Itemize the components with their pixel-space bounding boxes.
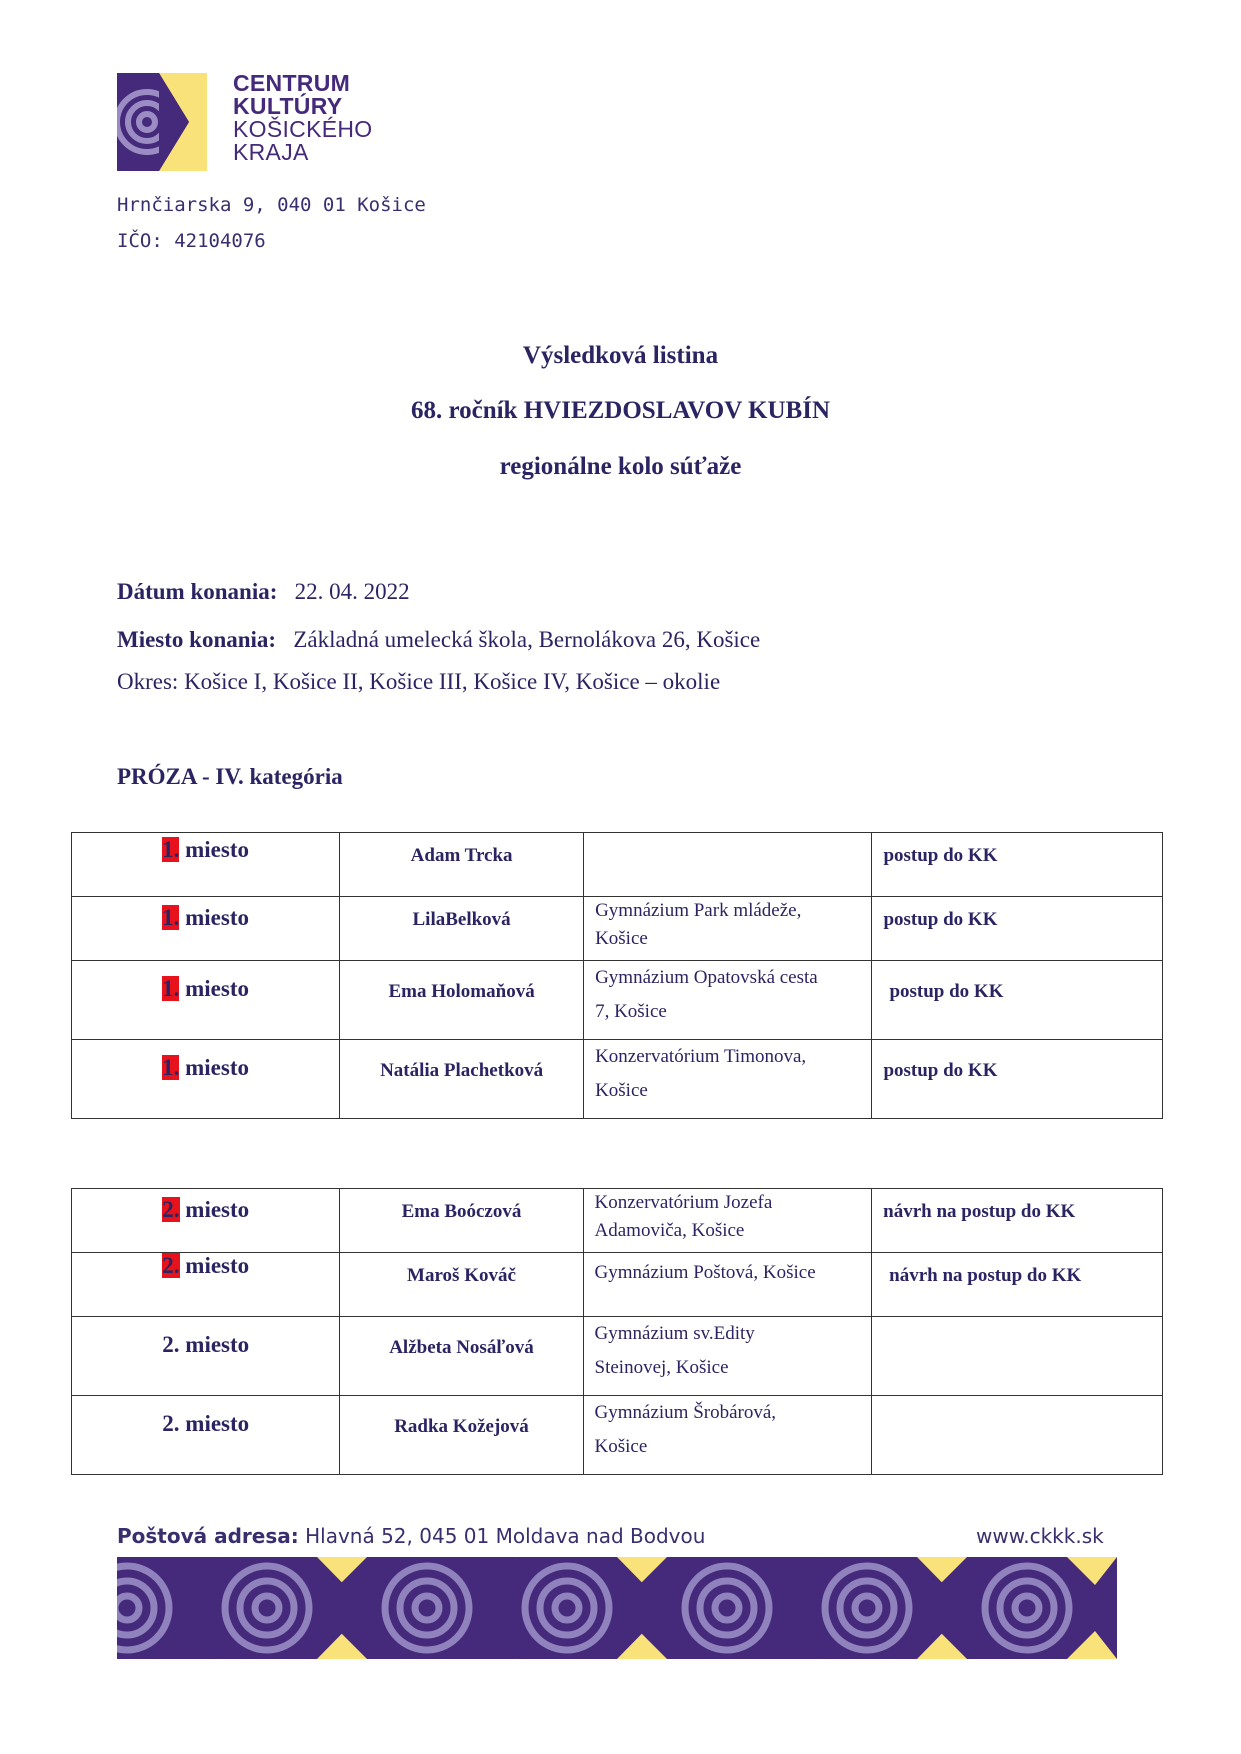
table-row	[72, 1040, 1163, 1119]
event-place	[117, 627, 760, 653]
school-line-2: 7, Košice	[595, 1001, 667, 1022]
place-number: 1.	[162, 1055, 180, 1080]
place-cell	[72, 897, 340, 961]
place-cell	[72, 961, 340, 1040]
advance-status: návrh na postup do KK	[872, 1189, 1163, 1253]
advance-status	[872, 1396, 1163, 1475]
contestant-name: Adam Trcka	[340, 833, 584, 897]
school-line-2: Košice	[595, 928, 648, 949]
document-title: Výsledková listina	[522, 342, 719, 369]
school-cell	[583, 1396, 872, 1475]
contestant-name: LilaBelková	[340, 897, 584, 961]
place-label: miesto	[185, 1253, 250, 1278]
contestant-name: Ema Holomaňová	[340, 961, 584, 1040]
event-date-value: 22. 04. 2022	[294, 579, 410, 604]
ckkk-logo-icon	[117, 73, 207, 171]
contestant-name: Maroš Kováč	[340, 1253, 583, 1317]
organization-address: Hrnčiarska 9, 040 01 Košice	[117, 194, 426, 216]
organization-ico: IČO: 42104076	[117, 230, 266, 252]
school-cell	[584, 961, 872, 1040]
footer-postal-label: Poštová adresa:	[117, 1524, 299, 1548]
place-label: miesto	[185, 837, 249, 862]
results-table-second-place	[71, 1188, 1163, 1475]
school-line-2: Steinovej, Košice	[594, 1357, 729, 1378]
place-cell	[72, 1189, 340, 1253]
school-cell	[584, 833, 872, 897]
school-line-1: Konzervatórium Jozefa	[594, 1192, 773, 1213]
place-cell	[72, 1396, 340, 1475]
school-line-1: Gymnázium Opatovská cesta	[595, 967, 818, 988]
document-round: regionálne kolo súťaže	[499, 453, 742, 480]
event-date	[117, 579, 410, 605]
document-subtitle: 68. ročník HVIEZDOSLAVOV KUBÍN	[410, 397, 831, 424]
table-row	[72, 897, 1163, 961]
contestant-name: Natália Plachetková	[340, 1040, 584, 1119]
place-label: miesto	[185, 976, 249, 1001]
place-cell	[72, 1253, 340, 1317]
advance-status: postup do KK	[872, 833, 1163, 897]
event-date-label: Dátum konania:	[117, 579, 278, 604]
school-cell	[584, 1040, 872, 1119]
place-number: 2.	[162, 1197, 180, 1222]
place-number: 2.	[162, 1253, 180, 1278]
table-row	[72, 1189, 1163, 1253]
place-number: 1.	[162, 837, 180, 862]
footer-postal-value: Hlavná 52, 045 01 Moldava nad Bodvou	[305, 1524, 706, 1548]
footer-postal-address	[117, 1524, 705, 1548]
decorative-pattern-band	[117, 1557, 1117, 1659]
place-number: 1.	[162, 905, 180, 930]
school-line-1: Gymnázium Poštová, Košice	[594, 1262, 816, 1283]
event-place-value: Základná umelecká škola, Bernolákova 26, Košice	[293, 627, 761, 652]
ckkk-logo-text	[233, 72, 372, 164]
event-place-label: Miesto konania:	[117, 627, 277, 652]
contestant-name: Alžbeta Nosáľová	[340, 1317, 583, 1396]
table-row	[72, 1396, 1163, 1475]
table-row	[72, 833, 1163, 897]
school-cell	[583, 1189, 872, 1253]
advance-status: postup do KK	[872, 897, 1163, 961]
category-heading: PRÓZA - IV. kategória	[117, 764, 343, 789]
school-line-1: Konzervatórium Timonova,	[595, 1046, 807, 1067]
place-number: 2.	[162, 1332, 180, 1357]
school-line-2: Košice	[594, 1436, 648, 1457]
footer-website-link[interactable]: www.ckkk.sk	[976, 1524, 1104, 1548]
place-number: 2.	[162, 1411, 180, 1436]
place-cell	[72, 833, 340, 897]
logo-line-4: KRAJA	[233, 139, 309, 165]
school-line-2: Adamoviča, Košice	[594, 1220, 745, 1241]
school-line-1: Gymnázium Šrobárová,	[594, 1402, 777, 1423]
place-cell	[72, 1317, 340, 1396]
logo-line-3: KOŠICKÉHO	[233, 116, 373, 142]
school-line-1: Gymnázium Park mládeže,	[595, 900, 802, 921]
place-label: miesto	[185, 1055, 249, 1080]
logo-line-2: KULTÚRY	[233, 93, 343, 119]
school-line-1: Gymnázium sv.Edity	[594, 1323, 755, 1344]
results-table-first-place	[71, 832, 1163, 1119]
place-label: miesto	[185, 1411, 250, 1436]
advance-status: návrh na postup do KK	[872, 1253, 1163, 1317]
contestant-name: Radka Kožejová	[340, 1396, 583, 1475]
place-label: miesto	[185, 905, 249, 930]
table-row	[72, 1253, 1163, 1317]
contestant-name: Ema Boóczová	[340, 1189, 583, 1253]
school-cell	[583, 1317, 872, 1396]
advance-status: postup do KK	[872, 961, 1163, 1040]
school-cell	[584, 897, 872, 961]
place-cell	[72, 1040, 340, 1119]
event-district: Okres: Košice I, Košice II, Košice III, Košice IV, Košice – okolie	[117, 669, 721, 694]
table-row	[72, 1317, 1163, 1396]
place-number: 1.	[162, 976, 180, 1001]
advance-status	[872, 1317, 1163, 1396]
school-line-2: Košice	[595, 1080, 648, 1101]
place-label: miesto	[185, 1332, 250, 1357]
place-label: miesto	[185, 1197, 250, 1222]
advance-status: postup do KK	[872, 1040, 1163, 1119]
logo-line-1: CENTRUM	[233, 70, 351, 96]
table-row	[72, 961, 1163, 1040]
school-cell	[583, 1253, 872, 1317]
